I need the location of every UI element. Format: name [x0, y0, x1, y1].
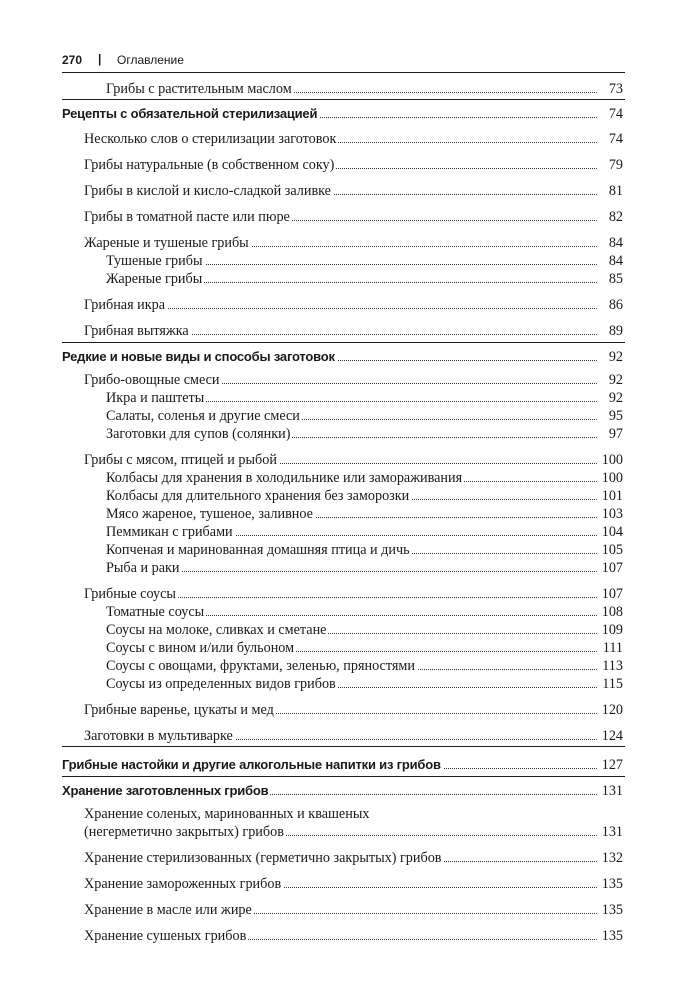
toc-entry[interactable]: [0, 234, 623, 252]
toc-entry-page-number: 84: [608, 253, 623, 269]
toc-entry-title: Хранение сушеных грибов: [84, 928, 247, 944]
page-number: 270: [62, 53, 83, 67]
toc-entry[interactable]: [0, 603, 623, 621]
toc-entry-page-number: 132: [601, 850, 623, 866]
toc-entry-page-number: 74: [608, 106, 623, 122]
toc-entry-page-number: 108: [601, 604, 623, 620]
toc-entry[interactable]: [0, 657, 623, 675]
toc-entry-page-number: 97: [608, 426, 623, 442]
toc-entry-page-number: 101: [601, 488, 623, 504]
toc-entry-title: Икра и паштеты: [106, 390, 205, 406]
toc-entry-page-number: 115: [602, 676, 623, 692]
toc-entry-title: Грибные настойки и другие алкогольные напитки из грибов: [62, 757, 441, 772]
toc-section-heading[interactable]: [0, 756, 623, 774]
toc-entry-title: Хранение заготовленных грибов: [62, 783, 269, 798]
toc-entry-title: Жареные грибы: [106, 271, 203, 287]
toc-entry-title: Заготовки для супов (солянки): [106, 426, 291, 442]
toc-entry-title: Несколько слов о стерилизации заготовок: [84, 131, 337, 147]
toc-entry[interactable]: [0, 130, 623, 148]
toc-entry[interactable]: [0, 875, 623, 893]
toc-entry-page-number: 127: [601, 757, 623, 773]
toc-entry-title: Рыба и раки: [106, 560, 180, 576]
toc-entry[interactable]: [0, 541, 623, 559]
toc-entry-title: Грибы в томатной пасте или пюре: [84, 209, 290, 225]
toc-entry[interactable]: [0, 407, 623, 425]
toc-entry-title: Тушеные грибы: [106, 253, 203, 269]
toc-entry-title: Томатные соусы: [106, 604, 205, 620]
toc-entry[interactable]: [0, 901, 623, 919]
toc-entry-page-number: 95: [608, 408, 623, 424]
toc-entry[interactable]: [0, 487, 623, 505]
toc-entry[interactable]: [0, 425, 623, 443]
toc-entry-title: Хранение стерилизованных (герметично закрытых) грибов: [84, 850, 442, 866]
toc-section-heading[interactable]: [0, 348, 623, 366]
toc-entry-title: Колбасы для хранения в холодильнике или замораживания: [106, 470, 463, 486]
section-divider: [62, 342, 625, 343]
toc-entry[interactable]: [0, 559, 623, 577]
toc-entry-page-number: 109: [601, 622, 623, 638]
toc-entry-page-number: 92: [608, 349, 623, 365]
toc-entry-page-number: 113: [602, 658, 623, 674]
toc-entry[interactable]: [0, 621, 623, 639]
toc-entry[interactable]: [0, 322, 623, 340]
toc-entry-title: Колбасы для длительного хранения без заморозки: [106, 488, 410, 504]
toc-entry-page-number: 105: [601, 542, 623, 558]
toc-entry-title: Салаты, соленья и другие смеси: [106, 408, 300, 424]
toc-entry-title: Грибная вытяжка: [84, 323, 189, 339]
toc-entry-page-number: 81: [608, 183, 623, 199]
toc-entry-title: Заготовки в мультиварке: [84, 728, 233, 744]
running-header: [62, 52, 625, 73]
toc-entry[interactable]: [0, 270, 623, 288]
toc-entry-title: (негерметично закрытых) грибов: [84, 824, 284, 840]
toc-entry[interactable]: [0, 252, 623, 270]
header-separator: |: [98, 52, 102, 66]
toc-entry-page-number: 84: [608, 235, 623, 251]
section-divider: [62, 99, 625, 100]
toc-entry[interactable]: [0, 505, 623, 523]
toc-entry[interactable]: [0, 639, 623, 657]
toc-entry-title: Соусы на молоке, сливках и сметане: [106, 622, 327, 638]
toc-entry-title: Хранение в масле или жире: [84, 902, 252, 918]
toc-entry-page-number: 111: [602, 640, 623, 656]
toc-entry-page-number: 73: [608, 81, 623, 97]
toc-entry-title: Грибы в кислой и кисло-сладкой заливке: [84, 183, 331, 199]
toc-entry-title: Мясо жареное, тушеное, заливное: [106, 506, 313, 522]
toc-entry-page-number: 103: [601, 506, 623, 522]
section-divider: [62, 776, 625, 777]
toc-entry-title: Грибо-овощные смеси: [84, 372, 220, 388]
toc-entry[interactable]: [0, 451, 623, 469]
toc-entry-title: Пеммикан с грибами: [106, 524, 233, 540]
toc-entry[interactable]: [0, 701, 623, 719]
toc-entry[interactable]: [0, 585, 623, 603]
toc-entry-title: Хранение соленых, маринованных и квашеных: [84, 806, 370, 822]
toc-entry-page-number: 79: [608, 157, 623, 173]
toc-entry[interactable]: [0, 80, 623, 98]
toc-entry-title: Грибные варенье, цукаты и мед: [84, 702, 274, 718]
toc-entry-page-number: 124: [601, 728, 623, 744]
toc-entry-title: Грибы натуральные (в собственном соку): [84, 157, 335, 173]
toc-entry[interactable]: [0, 296, 623, 314]
toc-entry-page-number: 85: [608, 271, 623, 287]
toc-entry-page-number: 135: [601, 902, 623, 918]
toc-entry-title: Жареные и тушеные грибы: [84, 235, 249, 251]
toc-entry-page-number: 131: [601, 824, 623, 840]
running-title: Оглавление: [117, 53, 184, 67]
toc-entry[interactable]: [0, 208, 623, 226]
toc-entry-title: Грибная икра: [84, 297, 166, 313]
toc-entry-title: Рецепты с обязательной стерилизацией: [62, 106, 318, 121]
toc-entry-title: Грибы с растительным маслом: [106, 81, 292, 97]
toc-entry-title: Грибы с мясом, птицей и рыбой: [84, 452, 277, 468]
toc-entry-title: Соусы с вином и/или бульоном: [106, 640, 295, 656]
toc-entry-page-number: 92: [608, 372, 623, 388]
toc-entry[interactable]: [0, 389, 623, 407]
toc-entry-page-number: 92: [608, 390, 623, 406]
toc-entry-page-number: 135: [601, 928, 623, 944]
toc-entry[interactable]: [0, 523, 623, 541]
toc-entry-page-number: 89: [608, 323, 623, 339]
toc-entry[interactable]: [0, 469, 623, 487]
toc-entry-title: Соусы с овощами, фруктами, зеленью, пряностями: [106, 658, 415, 674]
toc-entry-title: Соусы из определенных видов грибов: [106, 676, 336, 692]
toc-entry-page-number: 107: [601, 586, 623, 602]
toc-entry[interactable]: [0, 849, 623, 867]
toc-entry[interactable]: [0, 371, 623, 389]
toc-entry-page-number: 120: [601, 702, 623, 718]
toc-entry[interactable]: [0, 823, 623, 841]
toc-entry-page-number: 107: [601, 560, 623, 576]
toc-entry-page-number: 131: [601, 783, 623, 799]
toc-entry[interactable]: [0, 675, 623, 693]
toc-entry-page-number: 74: [608, 131, 623, 147]
section-divider: [62, 746, 625, 747]
toc-section-heading[interactable]: [0, 782, 623, 800]
toc-entry-title: Копченая и маринованная домашняя птица и дичь: [106, 542, 410, 558]
toc-entry[interactable]: [0, 927, 623, 945]
toc-entry[interactable]: [0, 805, 623, 823]
toc-entry-page-number: 100: [601, 470, 623, 486]
toc-entry-page-number: 100: [601, 452, 623, 468]
toc-entry[interactable]: [0, 727, 623, 745]
toc-entry-title: Грибные соусы: [84, 586, 176, 602]
toc-entry-title: Редкие и новые виды и способы заготовок: [62, 349, 335, 364]
toc-entry-page-number: 86: [608, 297, 623, 313]
toc-entry-page-number: 82: [608, 209, 623, 225]
toc-entry[interactable]: [0, 156, 623, 174]
toc-entry-page-number: 104: [601, 524, 623, 540]
toc-entry[interactable]: [0, 182, 623, 200]
toc-section-heading[interactable]: [0, 105, 623, 123]
toc-entry-page-number: 135: [601, 876, 623, 892]
toc-entry-title: Хранение замороженных грибов: [84, 876, 282, 892]
